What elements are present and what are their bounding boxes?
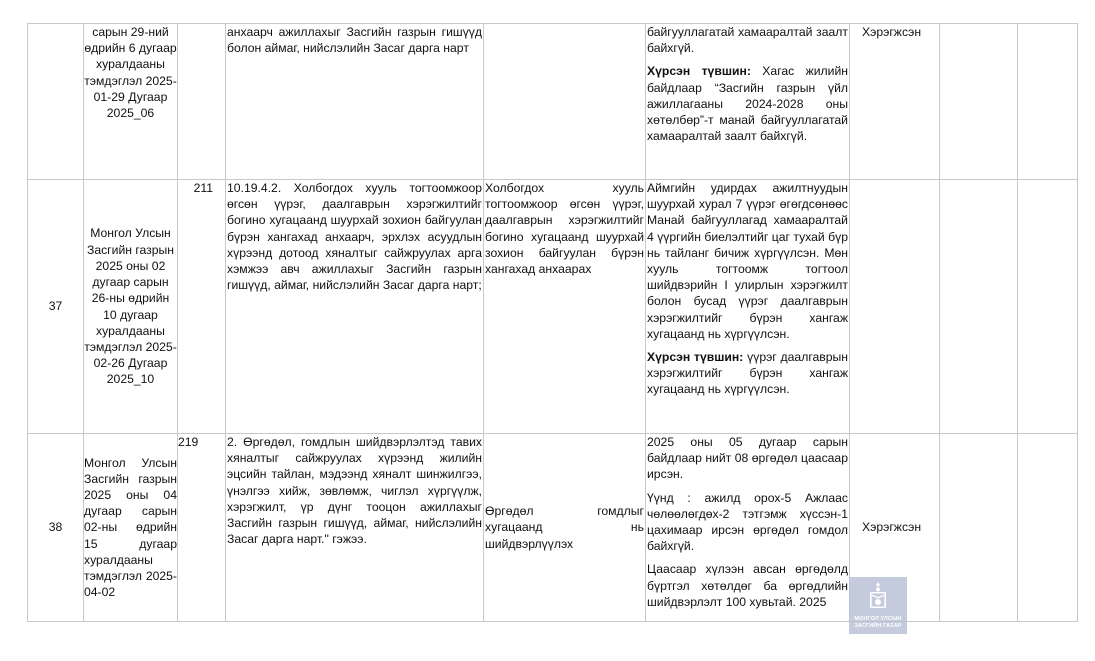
level-text: үүрэг даалгаврын хэрэгжилтийг бүрэн хангаж хугацаанд нь хүргүүлсэн. [647, 350, 849, 397]
code-cell: 211 [178, 180, 226, 434]
empty-cell [940, 434, 1018, 622]
resolution-cell: Монгол Улсын Засгийн газрын 2025 оны 04 дугаар сарын 02-ны өдрийн 15 дугаар хуралдааны тэмдэглэл 2025-04-02 [84, 434, 178, 622]
empty-cell [1018, 434, 1078, 622]
row-number: 38 [28, 434, 84, 622]
level-text: Хагас жилийн байдлаар “Засгийн газрын үйл ажиллагааны 2024-2028 оны хөтөлбөр”-т манай байгууллагатай хамааралтай заалт байхгүй. [647, 64, 849, 144]
code-cell: 219 [178, 434, 226, 622]
progress-text: Үүнд : ажилд орох-5 Ажлаас чөлөөлөгдөх-2 тэтгэмж хүссэн-1 цахимаар ирсэн өргөдөл гомдол байхгүй. [647, 490, 848, 554]
report-table [27, 23, 1078, 622]
table-row [28, 24, 1078, 180]
progress-text: 2025 оны 05 дугаар сарын байдлаар нийт 08 өргөдөл цаасаар ирсэн. [647, 435, 848, 482]
expected-result-cell: Өргөдөл гомдлыг хугацаанд нь шийдвэрлүүлэх [484, 434, 646, 622]
expected-result-cell [484, 24, 646, 180]
level-label: Хүрсэн түвшин: [647, 350, 744, 365]
task-cell: 2. Өргөдөл, гомдлын шийдвэрлэлтэд тавих хяналтыг сайжруулах хүрээнд жилийн эцсийн тайлан, мэдээнд хяналт шинжилгээ, үнэлгээ хийж, зөвлөмж, чиглэл хүргүүлж, хэрэгжилт, үр дүнг тооцон ажиллахыг Засгийн газрын гишүүд, аймаг, нийслэлийн Засаг дарга нарт." гэжээ. [226, 434, 484, 622]
empty-cell [940, 24, 1018, 180]
emblem-text-line2: ЗАСГИЙН ГАЗАР [854, 623, 902, 629]
resolution-cell: сарын 29-ний өдрийн 6 дугаар хуралдааны тэмдэглэл 2025-01-29 Дугаар 2025_06 [84, 24, 178, 180]
progress-text: Цаасаар хүлээн авсан өргөдөлд бүртгэл хөтөлдөг ба өргөдлийн шийдвэрлэлт 100 хувьтай. 2025 [647, 562, 848, 609]
level-paragraph [647, 63, 848, 144]
task-cell: анхаарч ажиллахыг Засгийн газрын гишүүд болон аймаг, нийслэлийн Засаг дарга нарт [226, 24, 484, 180]
level-label: Хүрсэн түвшин: [647, 64, 751, 79]
table-row [28, 180, 1078, 434]
table-row [28, 434, 1078, 622]
row-number [28, 24, 84, 180]
empty-cell [1018, 24, 1078, 180]
empty-cell [1018, 180, 1078, 434]
empty-cell [940, 180, 1018, 434]
status-cell [850, 180, 940, 434]
resolution-cell: Монгол Улсын Засгийн газрын 2025 оны 02 дугаар сарын 26-ны өдрийн 10 дугаар хуралдааны тэмдэглэл 2025-02-26 Дугаар 2025_10 [84, 180, 178, 434]
progress-text: байгууллагатай хамааралтай заалт байхгүй. [647, 25, 848, 56]
progress-text: Аймгийн удирдах ажилтнуудын шуурхай хурал 7 үүрэг өгөгдсөнөөс Манай байгууллагад хамааралтай 4 үүргийн биелэлтийг цаг тухай бүр нь тайланг бичиж хүргүүлсэн. Мөн хууль тогтоомж тогтоол шийдвэрийн I улирлын хэрэгжилт болон бусад үүрэг даалгаврын хэрэгжилтийг бүрэн хангаж хугацаанд нь хүргүүлсэн. [647, 181, 848, 341]
row-number: 37 [28, 180, 84, 434]
status-cell: Хэрэгжсэн [850, 24, 940, 180]
status-cell: Хэрэгжсэн [850, 434, 940, 622]
progress-cell [646, 24, 850, 180]
progress-cell [646, 434, 850, 622]
progress-cell [646, 180, 850, 434]
soyombo-icon [869, 582, 887, 610]
task-cell: 10.19.4.2. Холбогдох хууль тогтоомжоор өгсөн үүрэг, даалгаврын хэрэгжилтийг богино хугацаанд шуурхай зохион байгуулан бүрэн хангахад анхаарч, эрхлэх асуудлын хүрээнд дотоод хяналтыг сайжруулах арга хэмжээ авч ажиллахыг Засгийн газрын гишүүд, аймаг, нийслэлийн Засаг дарга нарт; [226, 180, 484, 434]
level-paragraph [647, 349, 848, 398]
expected-result-cell: Холбогдох хууль тогтоомжоор өгсөн үүрэг, даалгаврын хэрэгжилтийг богино хугацаанд шуурхай зохион байгуулан бүрэн хангахад анхаарах [484, 180, 646, 434]
emblem-text-line1: МОНГОЛ УЛСЫН [854, 616, 902, 622]
code-cell [178, 24, 226, 180]
government-emblem-watermark [849, 577, 907, 634]
